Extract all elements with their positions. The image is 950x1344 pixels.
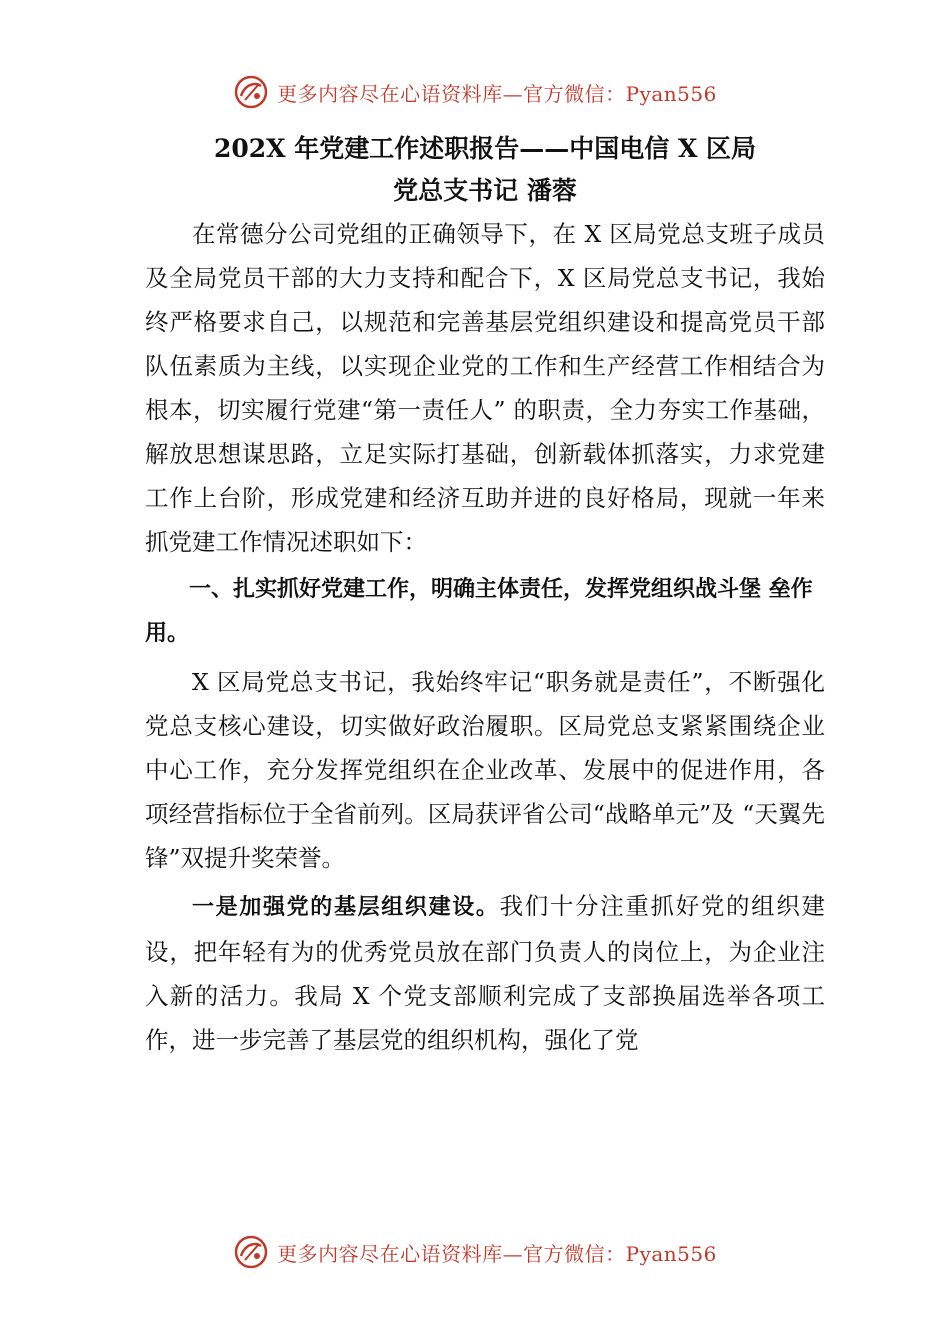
watermark-footer [0, 1232, 950, 1272]
watermark-text: 更多内容尽在心语资料库—官方微信：Pyan556 [277, 1241, 717, 1266]
point-1-text: 我们十分注重抓好党的组织建设，把年轻有为的优秀党员放在部门负责人的岗位上，为企业注入新的活力。我局 X 个党支部顺利完成了支部换届选举各项工作，进一步完善了基层党的组织机构，强化了党 [145, 892, 825, 1054]
document-title: 202X 年党建工作述职报告——中国电信 X 区局 [213, 134, 757, 163]
section-1-heading: 一、扎实抓好党建工作，明确主体责任，发挥党组织战斗堡 垒作用。 [145, 577, 813, 646]
point-1-lead: 一是加强党的基层组织建设。 [192, 895, 500, 920]
watermark-text: 更多内容尽在心语资料库—官方微信：Pyan556 [277, 81, 717, 106]
brand-logo-icon [233, 74, 269, 110]
section-1-paragraph: X 区局党总支书记，我始终牢记“职务就是责任”，不断强化党总支核心建设，切实做好政治履职。区局党总支紧紧围绕企业中心工作，充分发挥党组织在企业改革、发展中的促进作用，各项经营指标位于全省前列。区局获评省公司“战略单元”及 “天翼先锋”双提升奖荣誉。 [145, 668, 825, 872]
watermark-header [0, 72, 950, 112]
brand-logo-icon [233, 1234, 269, 1270]
document-body [145, 128, 825, 1062]
document-subtitle: 党总支书记 潘蓉 [393, 176, 577, 205]
intro-paragraph: 在常德分公司党组的正确领导下，在 X 区局党总支班子成员及全局党员干部的大力支持和配合下，X 区局党总支书记，我始终严格要求自己，以规范和完善基层党组织建设和提高党员干部队伍素质为主线，以实现企业党的工作和生产经营工作相结合为根本，切实履行党建“第一责任人” 的职责，全力夯实工作基础，解放思想谋思路，立足实际打基础，创新载体抓落实，力求党建工作上台阶，形成党建和经济互助并进的良好格局，现就一年来抓党建工作情况述职如下： [145, 220, 825, 556]
point-1-paragraph [145, 884, 825, 1062]
